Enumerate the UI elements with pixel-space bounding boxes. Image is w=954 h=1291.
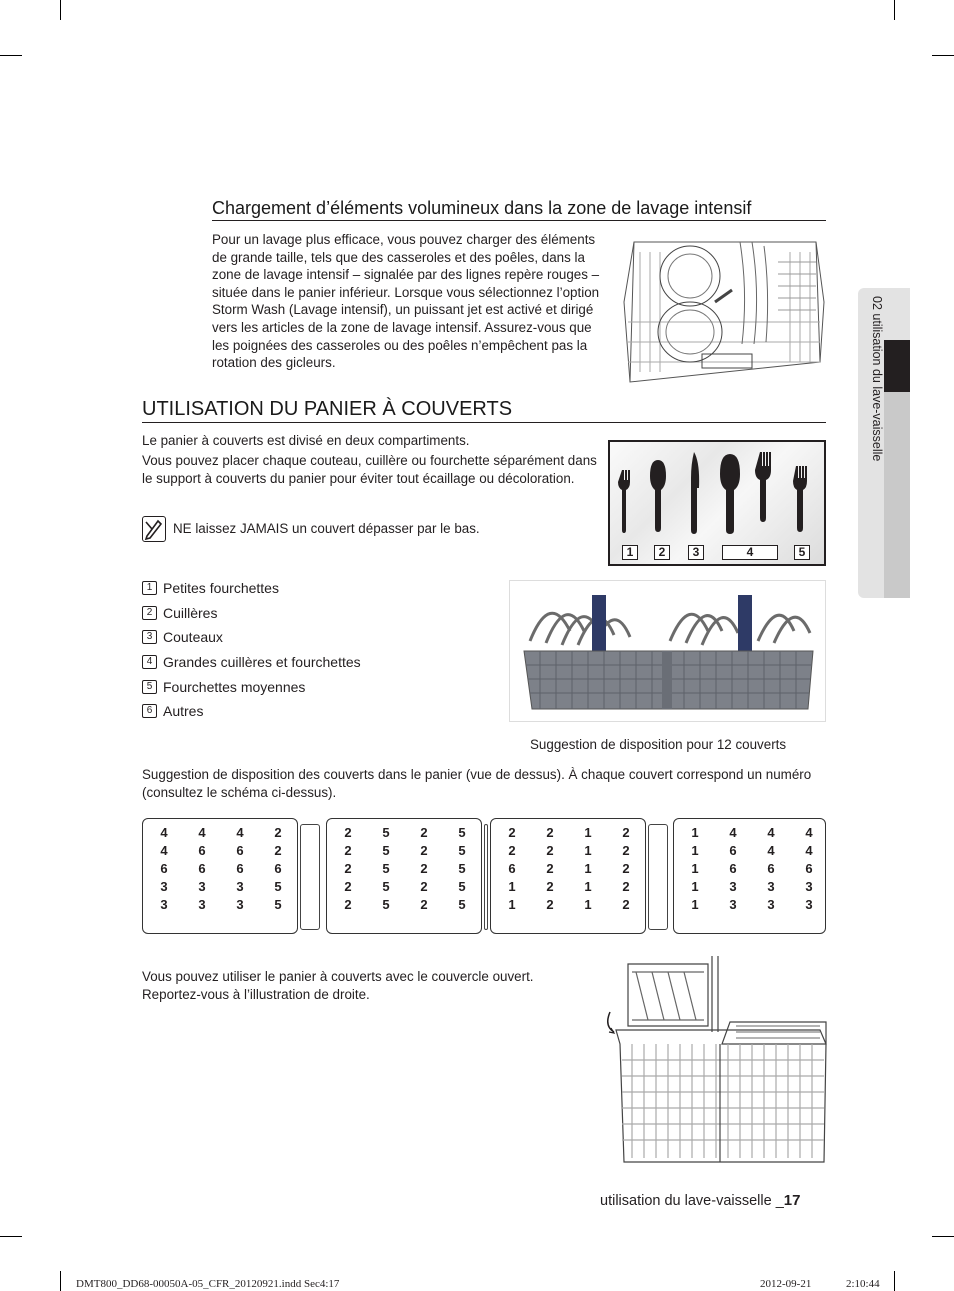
note-text: NE laissez JAMAIS un couvert dépasser par le bas. bbox=[173, 521, 480, 536]
layout-cell: 3 bbox=[729, 879, 737, 894]
section-tab-marker bbox=[884, 340, 910, 392]
cutlery-silhouettes bbox=[610, 442, 824, 542]
legend-label: Cuillères bbox=[163, 605, 218, 621]
layout-cell: 4 bbox=[160, 843, 168, 858]
layout-cell: 3 bbox=[729, 897, 737, 912]
layout-cell: 2 bbox=[508, 843, 516, 858]
layout-cell: 6 bbox=[508, 861, 516, 876]
legend-number: 6 bbox=[142, 704, 157, 718]
legend-item bbox=[142, 580, 279, 596]
open-lid-basket-illustration bbox=[600, 952, 828, 1168]
cutlery-number-3: 3 bbox=[688, 545, 704, 560]
legend-label: Grandes cuillères et fourchettes bbox=[163, 654, 361, 670]
legend-label: Autres bbox=[163, 703, 204, 719]
layout-panel bbox=[490, 818, 646, 934]
layout-cell: 4 bbox=[805, 843, 813, 858]
layout-cell: 2 bbox=[420, 879, 428, 894]
crop-mark bbox=[932, 1236, 954, 1237]
layout-cell: 6 bbox=[236, 861, 244, 876]
layout-cell: 1 bbox=[691, 843, 699, 858]
layout-cell: 2 bbox=[622, 825, 630, 840]
cutlery-number-1: 1 bbox=[622, 545, 638, 560]
legend-number: 3 bbox=[142, 630, 157, 644]
legend-item bbox=[142, 629, 223, 645]
layout-panel bbox=[142, 818, 298, 934]
layout-cell: 4 bbox=[236, 825, 244, 840]
layout-cell: 5 bbox=[382, 897, 390, 912]
note-icon bbox=[142, 516, 166, 542]
layout-cell: 1 bbox=[691, 825, 699, 840]
basket-heading: UTILISATION DU PANIER À COUVERTS bbox=[142, 398, 826, 423]
loaded-basket-photo bbox=[509, 580, 826, 722]
layout-cell: 3 bbox=[198, 897, 206, 912]
layout-cell: 2 bbox=[546, 861, 554, 876]
cutlery-types-illustration bbox=[608, 440, 826, 566]
layout-cell: 2 bbox=[420, 825, 428, 840]
print-time: 2:10:44 bbox=[846, 1278, 880, 1290]
layout-cell: 1 bbox=[508, 897, 516, 912]
layout-cell: 6 bbox=[805, 861, 813, 876]
layout-cell: 6 bbox=[274, 861, 282, 876]
layout-cell: 6 bbox=[729, 861, 737, 876]
basket-intro-2: Vous pouvez placer chaque couteau, cuillère ou fourchette séparément dans le support à couverts du panier pour éviter tout écaillage ou décoloration. bbox=[142, 453, 597, 486]
legend-label: Petites fourchettes bbox=[163, 580, 279, 596]
layout-cell: 1 bbox=[691, 861, 699, 876]
bulky-text: Pour un lavage plus efficace, vous pouvez charger des éléments de grande taille, tels que des casseroles et des poêles, dans la zone de lavage intensif – signalée par des lignes repère rouges – située dans le panier inférieur. Lorsque vous sélectionnez l’option Storm Wash (Lavage intensif), un puissant jet est activé et dirigé vers les articles de la zone de lavage intensif. Assurez-vous que les poignées des casseroles ou des poêles n’empêchent pas la rotation des gicleurs. bbox=[212, 232, 600, 371]
page-number: 17 bbox=[783, 1192, 801, 1209]
section-tab-stripe bbox=[884, 392, 910, 598]
layout-cell: 5 bbox=[458, 843, 466, 858]
layout-cell: 3 bbox=[236, 879, 244, 894]
layout-cell: 3 bbox=[160, 897, 168, 912]
layout-cell: 2 bbox=[622, 843, 630, 858]
layout-cell: 5 bbox=[458, 861, 466, 876]
legend-item bbox=[142, 679, 305, 695]
layout-cell: 1 bbox=[584, 825, 592, 840]
layout-cell: 2 bbox=[622, 861, 630, 876]
layout-cell: 2 bbox=[344, 861, 352, 876]
layout-cell: 2 bbox=[344, 879, 352, 894]
layout-cell: 6 bbox=[767, 861, 775, 876]
layout-cell: 5 bbox=[458, 825, 466, 840]
legend-number: 5 bbox=[142, 680, 157, 694]
layout-cell: 3 bbox=[805, 897, 813, 912]
print-date: 2012-09-21 bbox=[760, 1278, 812, 1290]
layout-cell: 2 bbox=[546, 879, 554, 894]
panel-divider bbox=[648, 824, 668, 930]
crop-mark bbox=[932, 55, 954, 56]
panel-divider bbox=[300, 824, 320, 930]
legend-label: Fourchettes moyennes bbox=[163, 679, 306, 695]
layout-cell: 5 bbox=[274, 879, 282, 894]
layout-cell: 1 bbox=[584, 879, 592, 894]
layout-cell: 4 bbox=[198, 825, 206, 840]
crop-mark bbox=[0, 55, 22, 56]
crop-mark bbox=[60, 0, 61, 20]
crop-mark bbox=[894, 1271, 895, 1291]
layout-cell: 5 bbox=[382, 861, 390, 876]
footer-label bbox=[600, 1192, 800, 1209]
cutlery-number-5: 5 bbox=[794, 545, 810, 560]
layout-cell: 4 bbox=[805, 825, 813, 840]
photo-caption: Suggestion de disposition pour 12 couverts bbox=[530, 737, 787, 752]
layout-cell: 2 bbox=[274, 825, 282, 840]
layout-cell: 2 bbox=[508, 825, 516, 840]
legend-number: 2 bbox=[142, 606, 157, 620]
file-slug: DMT800_DD68-00050A-05_CFR_20120921.indd Sec4:17 bbox=[76, 1278, 340, 1290]
layout-panel bbox=[326, 818, 482, 934]
legend-number: 1 bbox=[142, 581, 157, 595]
layout-cell: 5 bbox=[382, 843, 390, 858]
layout-cell: 1 bbox=[691, 897, 699, 912]
layout-cell: 2 bbox=[420, 843, 428, 858]
layout-cell: 5 bbox=[382, 825, 390, 840]
layout-cell: 2 bbox=[622, 897, 630, 912]
section-tab-label: 02 utilisation du lave-vaisselle bbox=[870, 296, 884, 462]
layout-cell: 3 bbox=[805, 879, 813, 894]
layout-panel bbox=[673, 818, 826, 934]
footer-text: utilisation du lave-vaisselle _ bbox=[600, 1193, 784, 1209]
layout-cell: 2 bbox=[344, 843, 352, 858]
legend-label: Couteaux bbox=[163, 629, 223, 645]
cutlery-number-2: 2 bbox=[654, 545, 670, 560]
layout-cell: 6 bbox=[160, 861, 168, 876]
layout-cell: 1 bbox=[584, 861, 592, 876]
layout-cell: 1 bbox=[584, 843, 592, 858]
layout-cell: 2 bbox=[546, 897, 554, 912]
layout-text: Suggestion de disposition des couverts dans le panier (vue de dessus). À chaque couvert correspond un numéro (consultez le schéma ci-dessus). bbox=[142, 767, 812, 800]
bulky-heading: Chargement d’éléments volumineux dans la zone de lavage intensif bbox=[212, 198, 826, 221]
legend-item bbox=[142, 605, 217, 621]
layout-cell: 5 bbox=[458, 897, 466, 912]
layout-cell: 2 bbox=[546, 843, 554, 858]
layout-cell: 4 bbox=[767, 825, 775, 840]
layout-cell: 4 bbox=[729, 825, 737, 840]
layout-cell: 2 bbox=[622, 879, 630, 894]
layout-cell: 6 bbox=[729, 843, 737, 858]
legend-number: 4 bbox=[142, 655, 157, 669]
layout-cell: 1 bbox=[691, 879, 699, 894]
layout-cell: 2 bbox=[344, 897, 352, 912]
layout-cell: 2 bbox=[546, 825, 554, 840]
legend-item bbox=[142, 703, 203, 719]
layout-cell: 5 bbox=[274, 897, 282, 912]
layout-cell: 2 bbox=[344, 825, 352, 840]
layout-cell: 2 bbox=[274, 843, 282, 858]
lower-rack-illustration bbox=[620, 232, 828, 388]
layout-cell: 6 bbox=[198, 861, 206, 876]
cutlery-number-4: 4 bbox=[722, 545, 778, 560]
layout-cell: 6 bbox=[198, 843, 206, 858]
layout-cell: 3 bbox=[767, 879, 775, 894]
lid-text: Vous pouvez utiliser le panier à couverts avec le couvercle ouvert. Reportez-vous à l’illustration de droite. bbox=[142, 969, 534, 1002]
layout-cell: 3 bbox=[767, 897, 775, 912]
layout-cell: 2 bbox=[420, 861, 428, 876]
crop-mark bbox=[0, 1236, 22, 1237]
layout-cell: 1 bbox=[584, 897, 592, 912]
layout-cell: 5 bbox=[458, 879, 466, 894]
legend-item bbox=[142, 654, 361, 670]
basket-intro-1: Le panier à couverts est divisé en deux compartiments. bbox=[142, 433, 470, 448]
layout-cell: 3 bbox=[236, 897, 244, 912]
layout-cell: 6 bbox=[236, 843, 244, 858]
layout-cell: 2 bbox=[420, 897, 428, 912]
layout-cell: 1 bbox=[508, 879, 516, 894]
crop-mark bbox=[60, 1271, 61, 1291]
layout-cell: 5 bbox=[382, 879, 390, 894]
crop-mark bbox=[894, 0, 895, 20]
panel-divider bbox=[484, 824, 488, 930]
layout-cell: 3 bbox=[160, 879, 168, 894]
layout-cell: 3 bbox=[198, 879, 206, 894]
layout-cell: 4 bbox=[767, 843, 775, 858]
layout-cell: 4 bbox=[160, 825, 168, 840]
